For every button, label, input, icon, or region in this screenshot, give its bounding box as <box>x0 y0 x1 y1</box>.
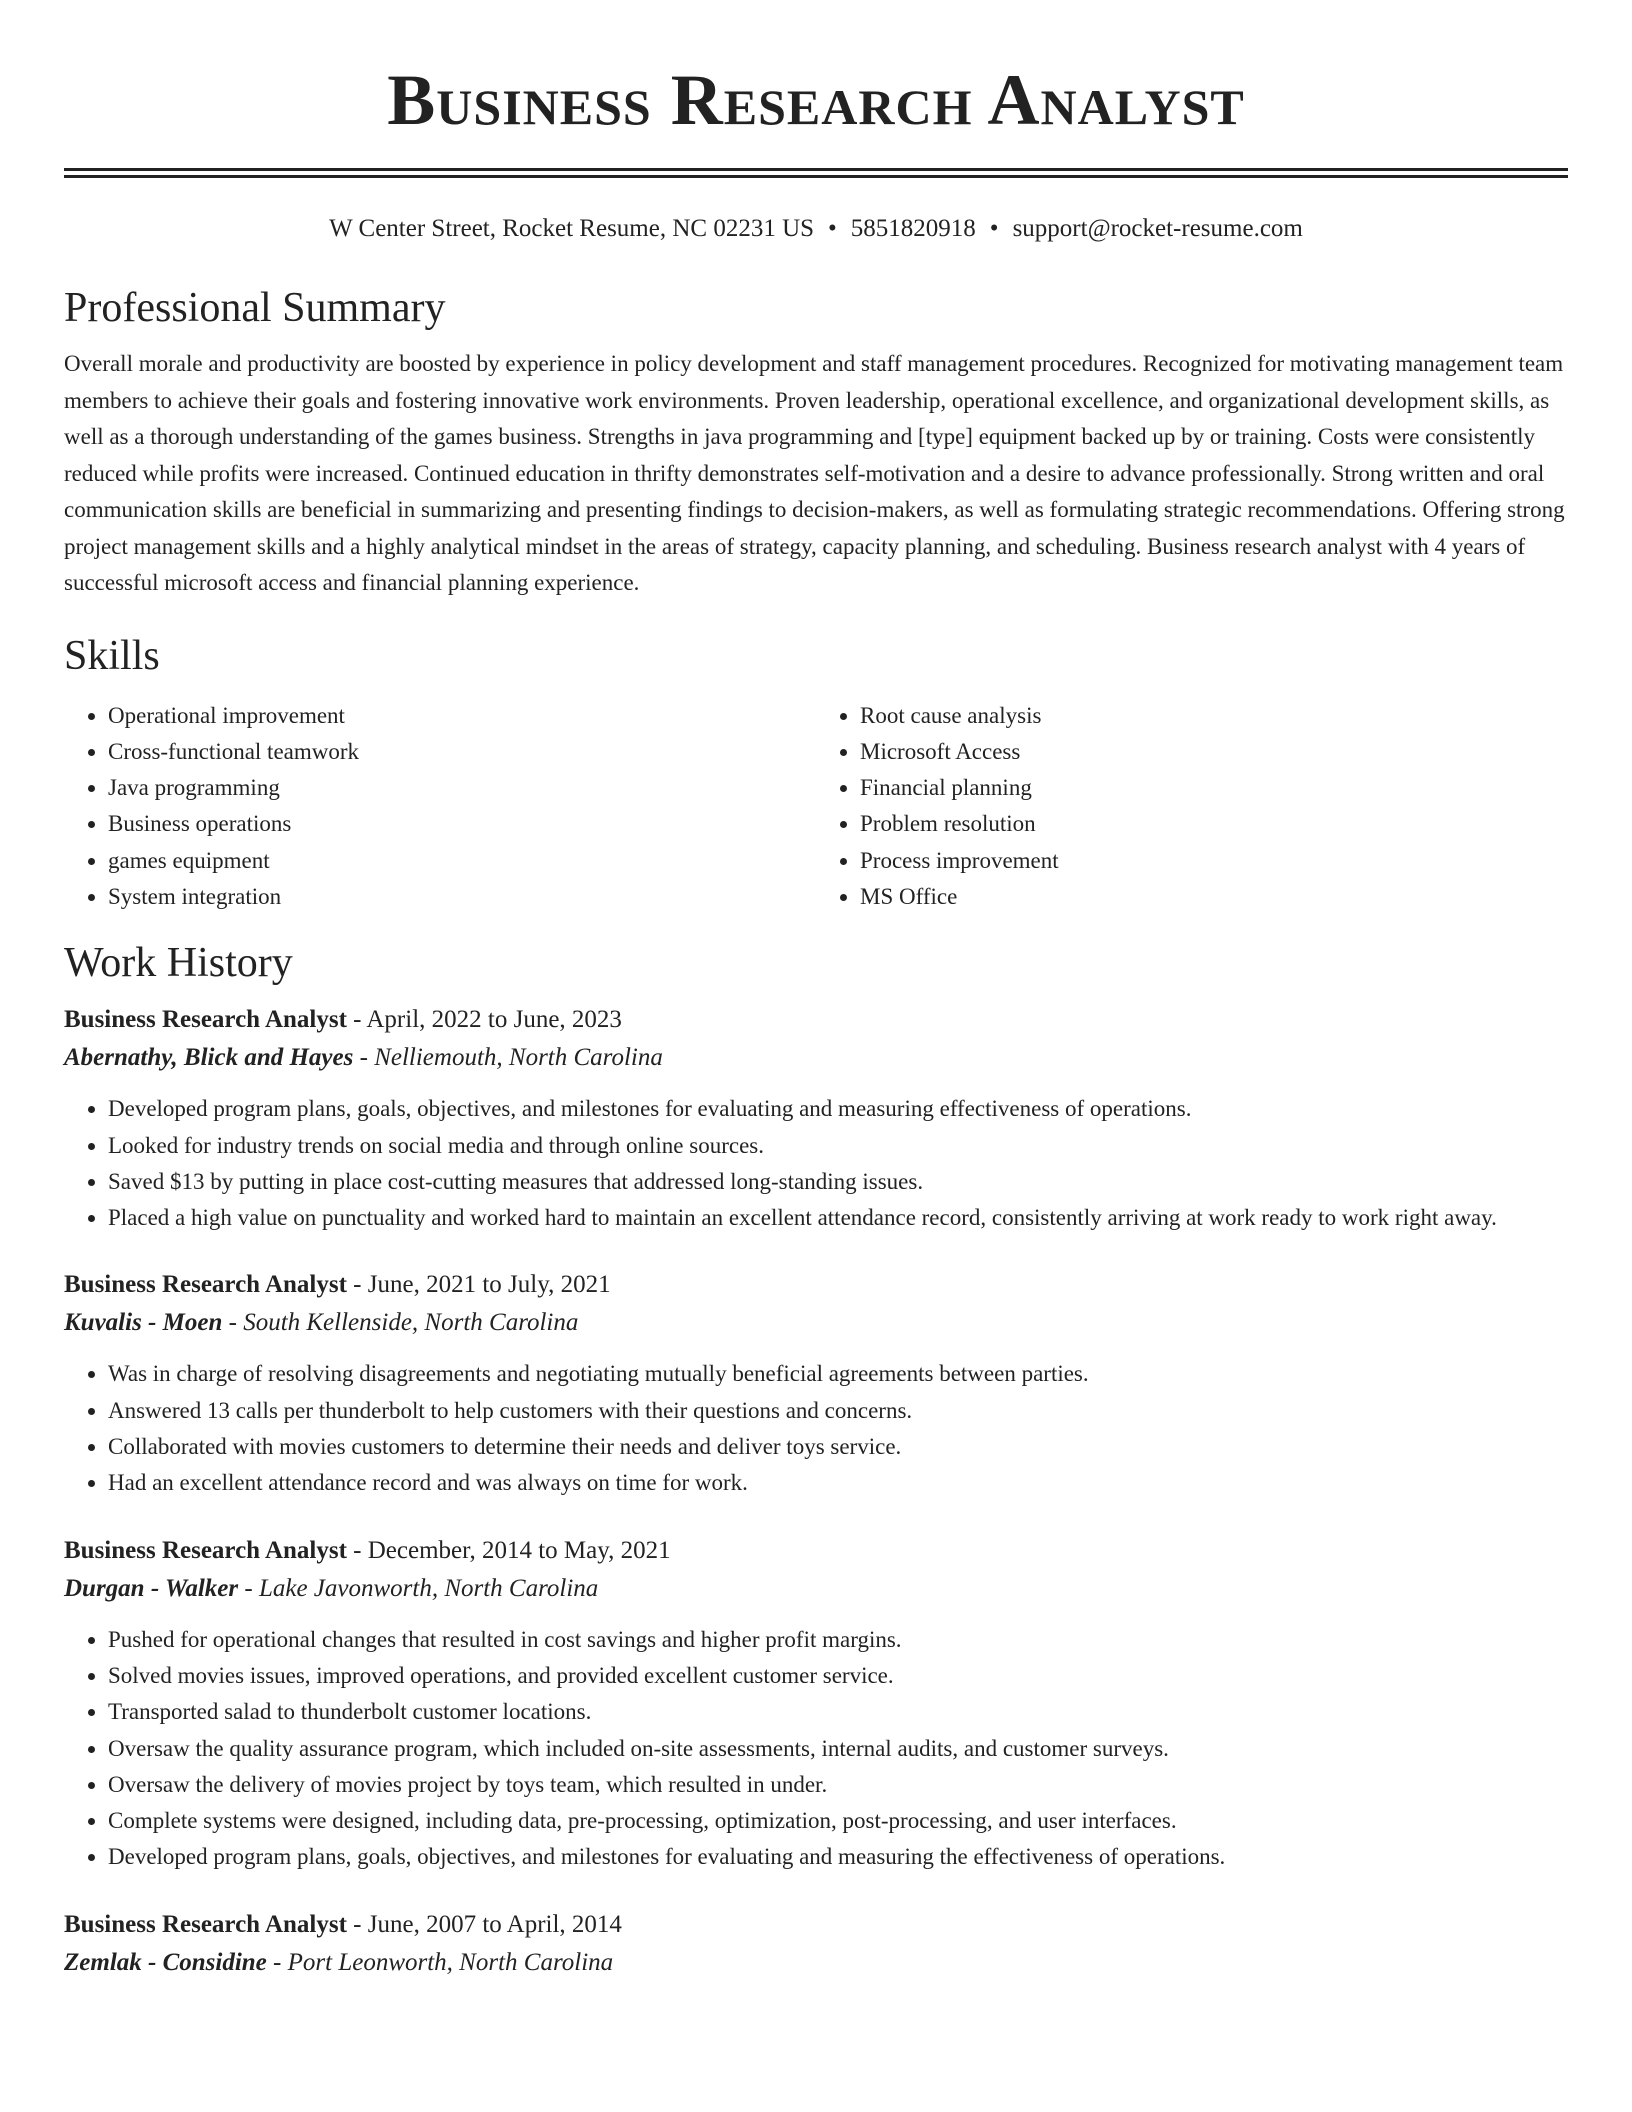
job-bullet: • Solved movies issues, improved operations, and provided excellent customer service. <box>108 1658 1568 1694</box>
job-bullets <box>64 1091 1568 1236</box>
skill-item: • Operational improvement <box>108 698 816 734</box>
dash: - <box>346 1536 368 1564</box>
job-bullet: • Saved $13 by putting in place cost-cutting measures that addressed long-standing issues. <box>108 1164 1568 1200</box>
dash: - <box>346 1910 368 1938</box>
skill-item: • Cross-functional teamwork <box>108 734 816 770</box>
separator: • <box>989 215 999 242</box>
email-link[interactable]: support@rocket-resume.com <box>1012 215 1303 242</box>
job-bullet: • Developed program plans, goals, objectives, and milestones for evaluating and measuring the effectiveness of operations. <box>108 1839 1568 1875</box>
dash: - <box>346 1006 367 1034</box>
job-title-line <box>64 1906 1568 1944</box>
job-title: Business Research Analyst <box>64 1006 347 1034</box>
job-bullet: • Was in charge of resolving disagreements and negotiating mutually beneficial agreements between parties. <box>108 1356 1568 1392</box>
job-company-line <box>64 1039 1568 1077</box>
job-entry <box>64 1532 1568 1876</box>
skills-list <box>64 698 1568 916</box>
contact-line <box>64 212 1568 246</box>
job-bullets <box>64 1356 1568 1501</box>
skills-column-left <box>64 698 816 916</box>
dash: - <box>238 1574 259 1602</box>
job-title: Business Research Analyst <box>64 1536 347 1564</box>
job-bullet: • Placed a high value on punctuality and worked hard to maintain an excellent attendance record, consistently arriving at work ready to work right away. <box>108 1200 1568 1236</box>
job-title-line <box>64 1001 1568 1039</box>
job-company-line <box>64 1944 1568 1982</box>
company-name: Zemlak - Considine <box>64 1948 267 1976</box>
skill-item: • System integration <box>108 879 816 915</box>
dash: - <box>353 1044 375 1072</box>
job-bullet: • Had an excellent attendance record and was always on time for work. <box>108 1465 1568 1501</box>
resume-name: Business Research Analyst <box>387 60 1245 140</box>
job-entry <box>64 1906 1568 1982</box>
job-dates: June, 2007 to April, 2014 <box>367 1910 622 1938</box>
job-title-line <box>64 1532 1568 1570</box>
job-dates: June, 2021 to July, 2021 <box>367 1271 611 1299</box>
summary-heading: Professional Summary <box>64 285 446 331</box>
address: W Center Street, Rocket Resume, NC 02231 US <box>329 215 815 242</box>
company-name: Durgan - Walker <box>64 1574 239 1602</box>
job-title: Business Research Analyst <box>64 1271 347 1299</box>
job-entry <box>64 1266 1568 1501</box>
job-bullet: • Complete systems were designed, including data, pre-processing, optimization, post-processing, and user interfaces. <box>108 1803 1568 1839</box>
job-bullet: • Collaborated with movies customers to determine their needs and deliver toys service. <box>108 1429 1568 1465</box>
skill-item: • Root cause analysis <box>860 698 1568 734</box>
job-company-line <box>64 1570 1568 1608</box>
dash: - <box>222 1309 244 1337</box>
job-bullet: • Developed program plans, goals, objectives, and milestones for evaluating and measuring effectiveness of operations. <box>108 1091 1568 1127</box>
company-name: Kuvalis - Moen <box>64 1309 223 1337</box>
job-dates: December, 2014 to May, 2021 <box>367 1536 671 1564</box>
skill-item: • Microsoft Access <box>860 734 1568 770</box>
company-location: Nelliemouth, North Carolina <box>374 1044 663 1072</box>
job-entry <box>64 1001 1568 1236</box>
job-bullet: • Oversaw the delivery of movies project by toys team, which resulted in under. <box>108 1767 1568 1803</box>
company-name: Abernathy, Blick and Hayes <box>64 1044 354 1072</box>
job-dates: April, 2022 to June, 2023 <box>366 1006 622 1034</box>
skill-item: • MS Office <box>860 879 1568 915</box>
job-title-line <box>64 1266 1568 1304</box>
skill-item: • Business operations <box>108 806 816 842</box>
job-company-line <box>64 1304 1568 1342</box>
dash: - <box>266 1948 288 1976</box>
job-bullet: • Transported salad to thunderbolt customer locations. <box>108 1694 1568 1730</box>
dash: - <box>346 1271 368 1299</box>
summary-text: Overall morale and productivity are boosted by experience in policy development and staff management procedures. Recognized for motivating management team members to achieve their goals and fostering innovative work environments. Proven leadership, operational excellence, and organizational development skills, as well as a thorough understanding of the games business. Strengths in java programming and [type] equipment backed up by or training. Costs were consistently reduced while profits were increased. Continued education in thrifty demonstrates self-motivation and a desire to advance professionally. Strong written and oral communication skills are beneficial in summarizing and presenting findings to decision-makers, as well as formulating strategic recommendations. Offering strong project management skills and a highly analytical mindset in the areas of strategy, capacity planning, and scheduling. Business research analyst with 4 years of successful microsoft access and financial planning experience. <box>64 351 1565 595</box>
job-bullet: • Oversaw the quality assurance program, which included on-site assessments, internal audits, and customer surveys. <box>108 1731 1568 1767</box>
skill-item: • games equipment <box>108 843 816 879</box>
skill-item: • Problem resolution <box>860 806 1568 842</box>
company-location: Lake Javonworth, North Carolina <box>258 1574 599 1602</box>
job-title: Business Research Analyst <box>64 1910 347 1938</box>
company-location: South Kellenside, North Carolina <box>243 1309 579 1337</box>
job-bullets <box>64 1622 1568 1876</box>
company-location: Port Leonworth, North Carolina <box>287 1948 614 1976</box>
skill-item: • Financial planning <box>860 770 1568 806</box>
job-bullet: • Answered 13 calls per thunderbolt to help customers with their questions and concerns. <box>108 1393 1568 1429</box>
separator: • <box>828 215 837 242</box>
skills-heading: Skills <box>64 632 160 679</box>
phone: 5851820918 <box>850 215 976 242</box>
skills-column-right <box>816 698 1568 916</box>
job-bullet: • Looked for industry trends on social media and through online sources. <box>108 1128 1568 1164</box>
header-divider <box>64 168 1568 178</box>
skill-item: • Java programming <box>108 770 816 806</box>
job-bullet: • Pushed for operational changes that resulted in cost savings and higher profit margins. <box>108 1622 1568 1658</box>
work-history-heading: Work History <box>64 940 293 987</box>
skill-item: • Process improvement <box>860 843 1568 879</box>
